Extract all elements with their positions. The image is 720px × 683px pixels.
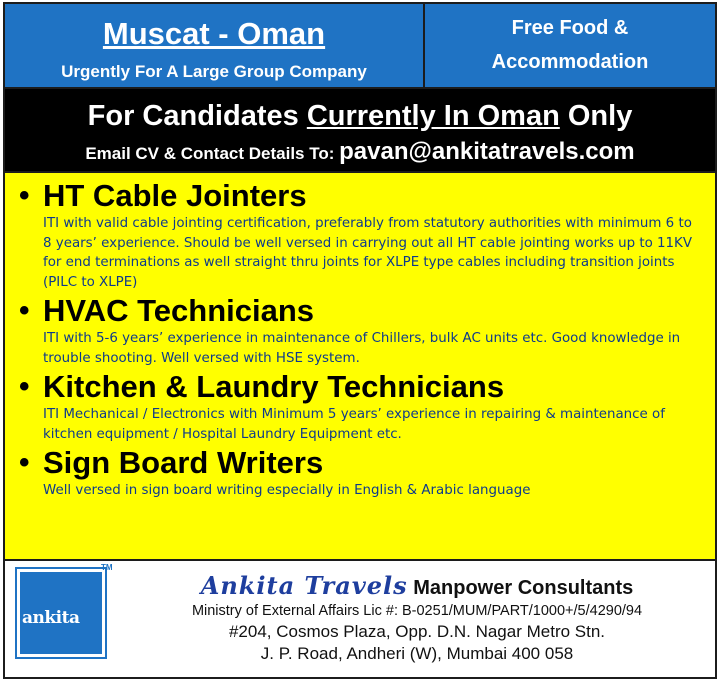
job-item xyxy=(19,178,715,292)
bullet-icon: • xyxy=(19,370,30,403)
job-title: Sign Board Writers xyxy=(43,445,324,480)
brand-line xyxy=(137,573,697,601)
job-item xyxy=(19,369,715,444)
header-benefits-panel xyxy=(425,4,715,87)
job-title: HT Cable Jointers xyxy=(43,178,307,213)
candidate-band xyxy=(5,89,715,173)
job-item xyxy=(19,293,715,368)
address-line-1: #204, Cosmos Plaza, Opp. D.N. Nagar Metro Stn. xyxy=(228,622,606,641)
company-tagline: Manpower Consultants xyxy=(413,577,634,599)
job-list xyxy=(5,173,715,561)
header xyxy=(5,4,715,89)
bullet-icon: • xyxy=(19,446,30,479)
requirement-suffix: Only xyxy=(559,100,633,132)
logo-text: ankita xyxy=(22,608,80,628)
bullet-icon: • xyxy=(19,179,30,212)
email-address[interactable]: pavan@ankitatravels.com xyxy=(339,138,635,165)
job-title-row xyxy=(19,178,715,214)
job-description: ITI with 5-6 years’ experience in maintenance of Chillers, bulk AC units etc. Good knowledge in trouble shooting. Well versed with HSE system. xyxy=(43,331,681,366)
candidate-requirement xyxy=(5,89,715,133)
job-title: HVAC Technicians xyxy=(43,293,315,328)
header-location-panel xyxy=(5,4,425,87)
footer xyxy=(5,561,715,677)
job-item xyxy=(19,445,715,501)
benefits-line-2: Accommodation xyxy=(491,51,649,73)
job-title-row xyxy=(19,369,715,405)
license-number: Ministry of External Affairs Lic #: B-0251/MUM/PART/1000+/5/4290/94 xyxy=(191,603,643,619)
bullet-icon: • xyxy=(19,294,30,327)
email-label: Email CV & Contact Details To: xyxy=(85,144,340,163)
ankita-logo xyxy=(17,569,105,657)
job-title: Kitchen & Laundry Technicians xyxy=(43,369,505,404)
job-description: Well versed in sign board writing especially in English & Arabic language xyxy=(43,483,531,498)
requirement-prefix: For Candidates xyxy=(87,100,307,132)
address-line-2: J. P. Road, Andheri (W), Mumbai 400 058 xyxy=(260,644,574,663)
company-subtitle: Urgently For A Large Group Company xyxy=(61,62,367,81)
benefits-line-1: Free Food & xyxy=(511,17,629,39)
job-description: ITI Mechanical / Electronics with Minimum 5 years’ experience in repairing & maintenance of kitchen equipment / Hospital Laundry Equipment etc. xyxy=(43,407,665,442)
job-title-row xyxy=(19,445,715,481)
job-title-row xyxy=(19,293,715,329)
company-name: Ankita Travels xyxy=(200,571,408,600)
company-details xyxy=(137,573,697,665)
location-title: Muscat - Oman xyxy=(102,16,326,51)
job-advertisement xyxy=(3,2,717,679)
requirement-highlight: Currently In Oman xyxy=(306,100,560,132)
job-description: ITI with valid cable jointing certification, preferably from statutory authorities with minimum 6 to 8 years’ experience. Should be well versed in carrying out all HT cable jointing works up to 11KV for end terminations as well straight thru joints for XLPE type cables including transition joints (PILC to XLPE) xyxy=(43,216,693,290)
trademark-mark: TM xyxy=(101,563,113,572)
email-line xyxy=(5,139,715,168)
